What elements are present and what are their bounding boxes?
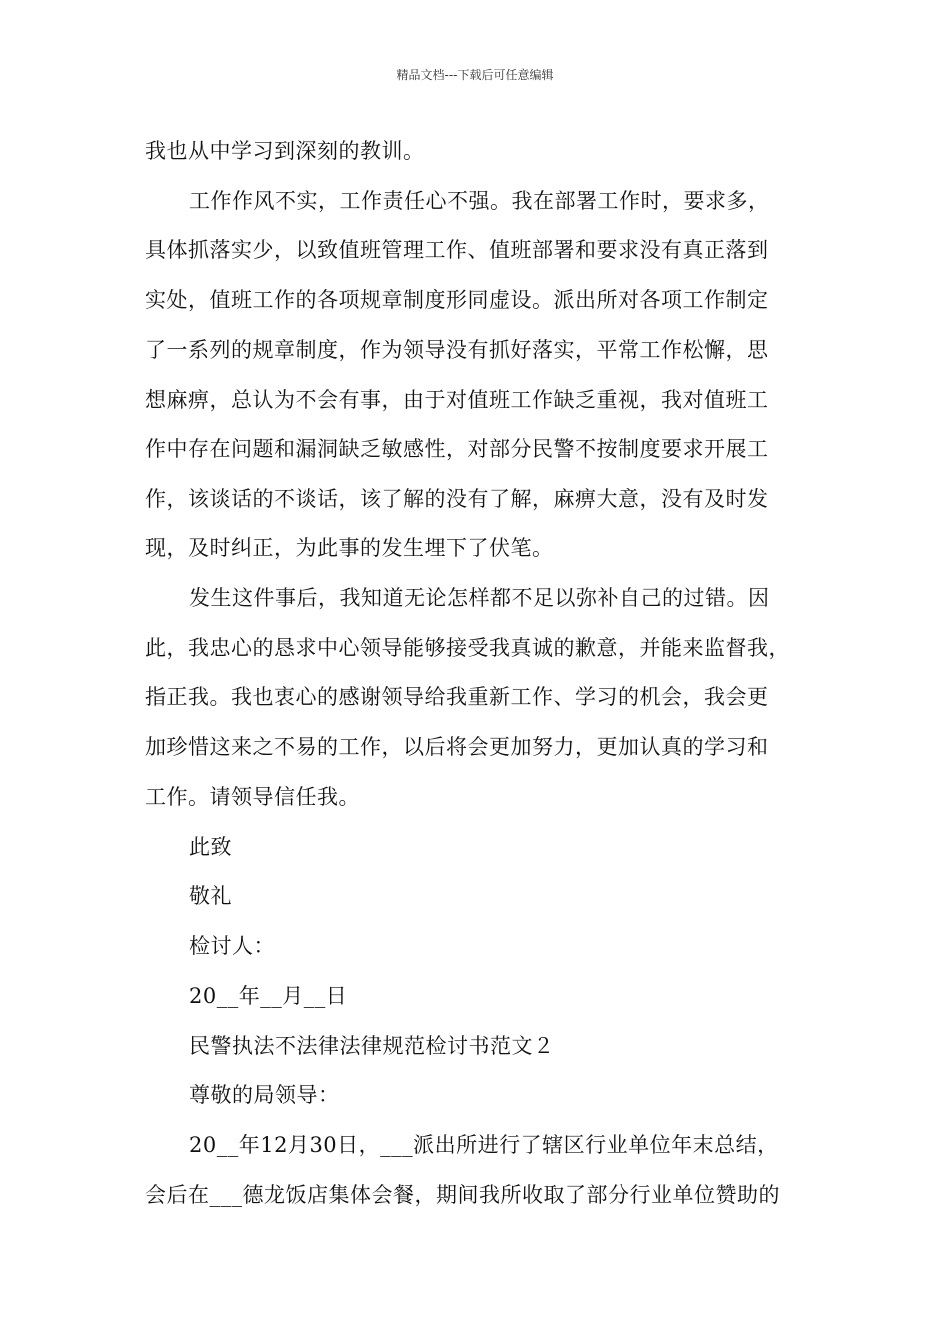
signature-label: 检讨人：: [189, 934, 275, 958]
text-line: 工作。请领导信任我。: [145, 785, 360, 809]
text-line: 具体抓落实少，以致值班管理工作、值班部署和要求没有真正落到: [145, 238, 769, 262]
text-line: 了一系列的规章制度，作为领导没有抓好落实，平常工作松懈，思: [145, 338, 769, 362]
salutation: 尊敬的局领导：: [189, 1083, 340, 1107]
date-line: 20__年__月__日: [189, 984, 348, 1008]
text-line: 此，我忠心的恳求中心领导能够接受我真诚的歉意，并能来监督我，: [145, 636, 790, 660]
text-line: 我也从中学习到深刻的教训。: [145, 139, 425, 163]
text-line: 实处，值班工作的各项规章制度形同虚设。派出所对各项工作制定: [145, 288, 769, 312]
text-line: 想麻痹，总认为不会有事，由于对值班工作缺乏重视，我对值班工: [145, 388, 769, 412]
text-line: 20__年12月30日，___派出所进行了辖区行业单位年末总结，: [189, 1133, 779, 1157]
text-line: 工作作风不实，工作责任心不强。我在部署工作时，要求多，: [189, 189, 770, 213]
text-line: 发生这件事后，我知道无论怎样都不足以弥补自己的过错。因: [189, 586, 770, 610]
text-line: 指正我。我也衷心的感谢领导给我重新工作、学习的机会，我会更: [145, 685, 769, 709]
closing-text: 敬礼: [189, 884, 232, 908]
text-line: 加珍惜这来之不易的工作，以后将会更加努力，更加认真的学习和: [145, 735, 769, 759]
text-line: 会后在___德龙饭店集体会餐，期间我所收取了部分行业单位赞助的: [145, 1183, 780, 1207]
page-header: 精品文档---下载后可任意编辑: [396, 68, 554, 82]
section-title: 民警执法不法律法律规范检讨书范文２: [189, 1034, 555, 1058]
text-line: 现，及时纠正，为此事的发生埋下了伏笔。: [145, 536, 554, 560]
closing-text: 此致: [189, 835, 232, 859]
text-line: 作，该谈话的不谈话，该了解的没有了解，麻痹大意，没有及时发: [145, 487, 769, 511]
text-line: 作中存在问题和漏洞缺乏敏感性，对部分民警不按制度要求开展工: [145, 437, 769, 461]
